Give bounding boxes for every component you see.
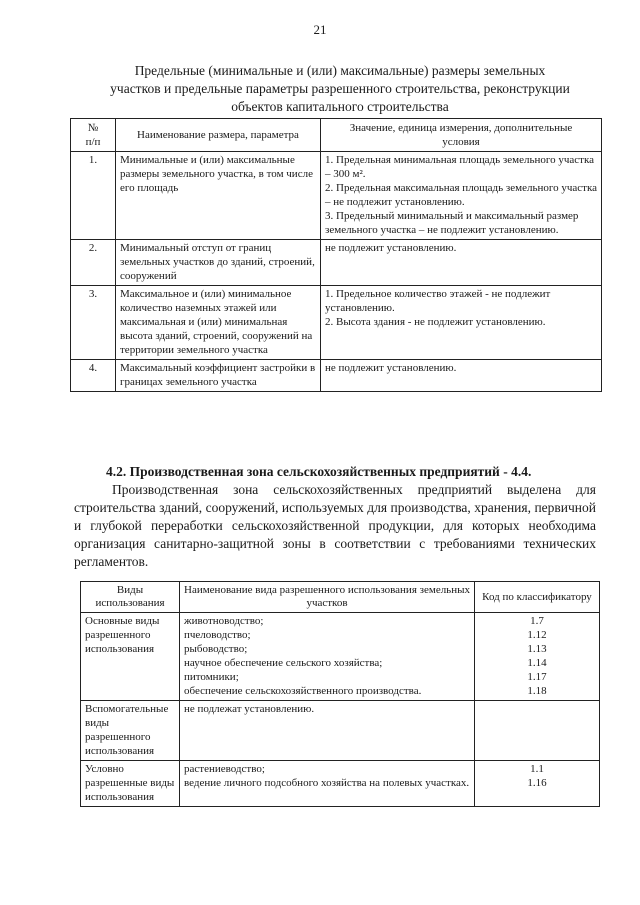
section-heading: 4.2. Производственная зона сельскохозяйственных предприятий - 4.4. — [106, 464, 532, 479]
table-row — [71, 286, 602, 360]
parameter-name: Максимальный коэффициент застройки в границах земельного участка — [116, 360, 321, 392]
use-name: животноводство; — [184, 615, 264, 627]
use-codes — [475, 761, 600, 807]
parameter-value — [321, 240, 602, 286]
value-line: 3. Предельный минимальный и максимальный размер земельного участка – не подлежит установлению. — [325, 210, 579, 236]
value-line: 1. Предельное количество этажей - не подлежит установлению. — [325, 288, 551, 314]
use-kind: Условно разрешенные виды использования — [81, 761, 180, 807]
use-names — [180, 613, 475, 701]
classifier-code: 1.7 — [530, 615, 544, 627]
table-header-row — [81, 582, 600, 613]
use-name: рыбоводство; — [184, 643, 248, 655]
row-number: 1. — [71, 152, 116, 240]
header-kind: Виды использования — [81, 582, 180, 613]
classifier-code: 1.13 — [527, 643, 547, 655]
title-line: Предельные (минимальные и (или) максимальные) размеры земельных — [134, 63, 546, 78]
use-name: растениеводство; — [184, 763, 265, 775]
table-row — [71, 152, 602, 240]
parameter-value — [321, 286, 602, 360]
table-row — [81, 613, 600, 701]
value-line: 2. Предельная максимальная площадь земельного участка – не подлежит установлению. — [325, 182, 598, 208]
section-paragraph: Производственная зона сельскохозяйственных предприятий выделена для строительства зданий, сооружений, используемых для производства, хранения, первичной и глубокой переработки сельскохозяйственной продукции, для которых необходима организация санитарно-защитной зоны в соответствии с требованиями технических регламентов. — [74, 482, 596, 569]
use-name: обеспечение сельскохозяйственного производства. — [184, 685, 422, 697]
parameter-name: Минимальные и (или) максимальные размеры земельного участка, в том числе его площадь — [116, 152, 321, 240]
row-number: 4. — [71, 360, 116, 392]
parameter-name: Минимальный отступ от границ земельных участков до зданий, строений, сооружений — [116, 240, 321, 286]
row-number: 3. — [71, 286, 116, 360]
value-line: 2. Высота здания - не подлежит установлению. — [325, 316, 546, 328]
header-name: Наименование размера, параметра — [116, 119, 321, 152]
classifier-code: 1.17 — [527, 671, 547, 683]
use-name: научное обеспечение сельского хозяйства; — [184, 657, 383, 669]
land-use-table — [80, 581, 600, 807]
value-line: не подлежит установлению. — [325, 242, 457, 254]
header-code: Код по классификатору — [475, 582, 600, 613]
classifier-code: 1.18 — [527, 685, 547, 697]
table-row — [81, 761, 600, 807]
table-row — [71, 360, 602, 392]
use-name: ведение личного подсобного хозяйства на полевых участках. — [184, 777, 470, 789]
page-number: 21 — [313, 22, 327, 37]
classifier-code: 1.12 — [527, 629, 547, 641]
use-codes — [475, 701, 600, 761]
header-value: Значение, единица измерения, дополнительные условия — [321, 119, 602, 152]
use-kind: Основные виды разрешенного использования — [81, 613, 180, 701]
use-name: питомники; — [184, 671, 239, 683]
value-line: 1. Предельная минимальная площадь земельного участка – 300 м². — [325, 154, 595, 180]
table-row — [81, 701, 600, 761]
row-number: 2. — [71, 240, 116, 286]
header-num: № п/п — [71, 119, 116, 152]
title-line: участков и предельные параметры разрешенного строительства, реконструкции — [110, 81, 570, 96]
use-kind: Вспомогательные виды разрешенного использования — [81, 701, 180, 761]
title-line: объектов капитального строительства — [231, 99, 449, 114]
use-codes — [475, 613, 600, 701]
table1-title — [80, 62, 600, 116]
use-name: пчеловодство; — [184, 629, 251, 641]
parameter-value — [321, 152, 602, 240]
use-name: не подлежат установлению. — [184, 703, 315, 715]
value-line: не подлежит установлению. — [325, 362, 457, 374]
classifier-code: 1.14 — [527, 657, 547, 669]
use-names — [180, 701, 475, 761]
table-header-row — [71, 119, 602, 152]
use-names — [180, 761, 475, 807]
parameter-value — [321, 360, 602, 392]
header-use-name: Наименование вида разрешенного использования земельных участков — [180, 582, 475, 613]
classifier-code: 1.1 — [530, 763, 544, 775]
parameter-name: Максимальное и (или) минимальное количество наземных этажей или максимальная и (или) минимальная высота зданий, строений, сооружений на территории земельного участка — [116, 286, 321, 360]
classifier-code: 1.16 — [527, 777, 547, 789]
limits-table — [70, 118, 602, 392]
table-row — [71, 240, 602, 286]
